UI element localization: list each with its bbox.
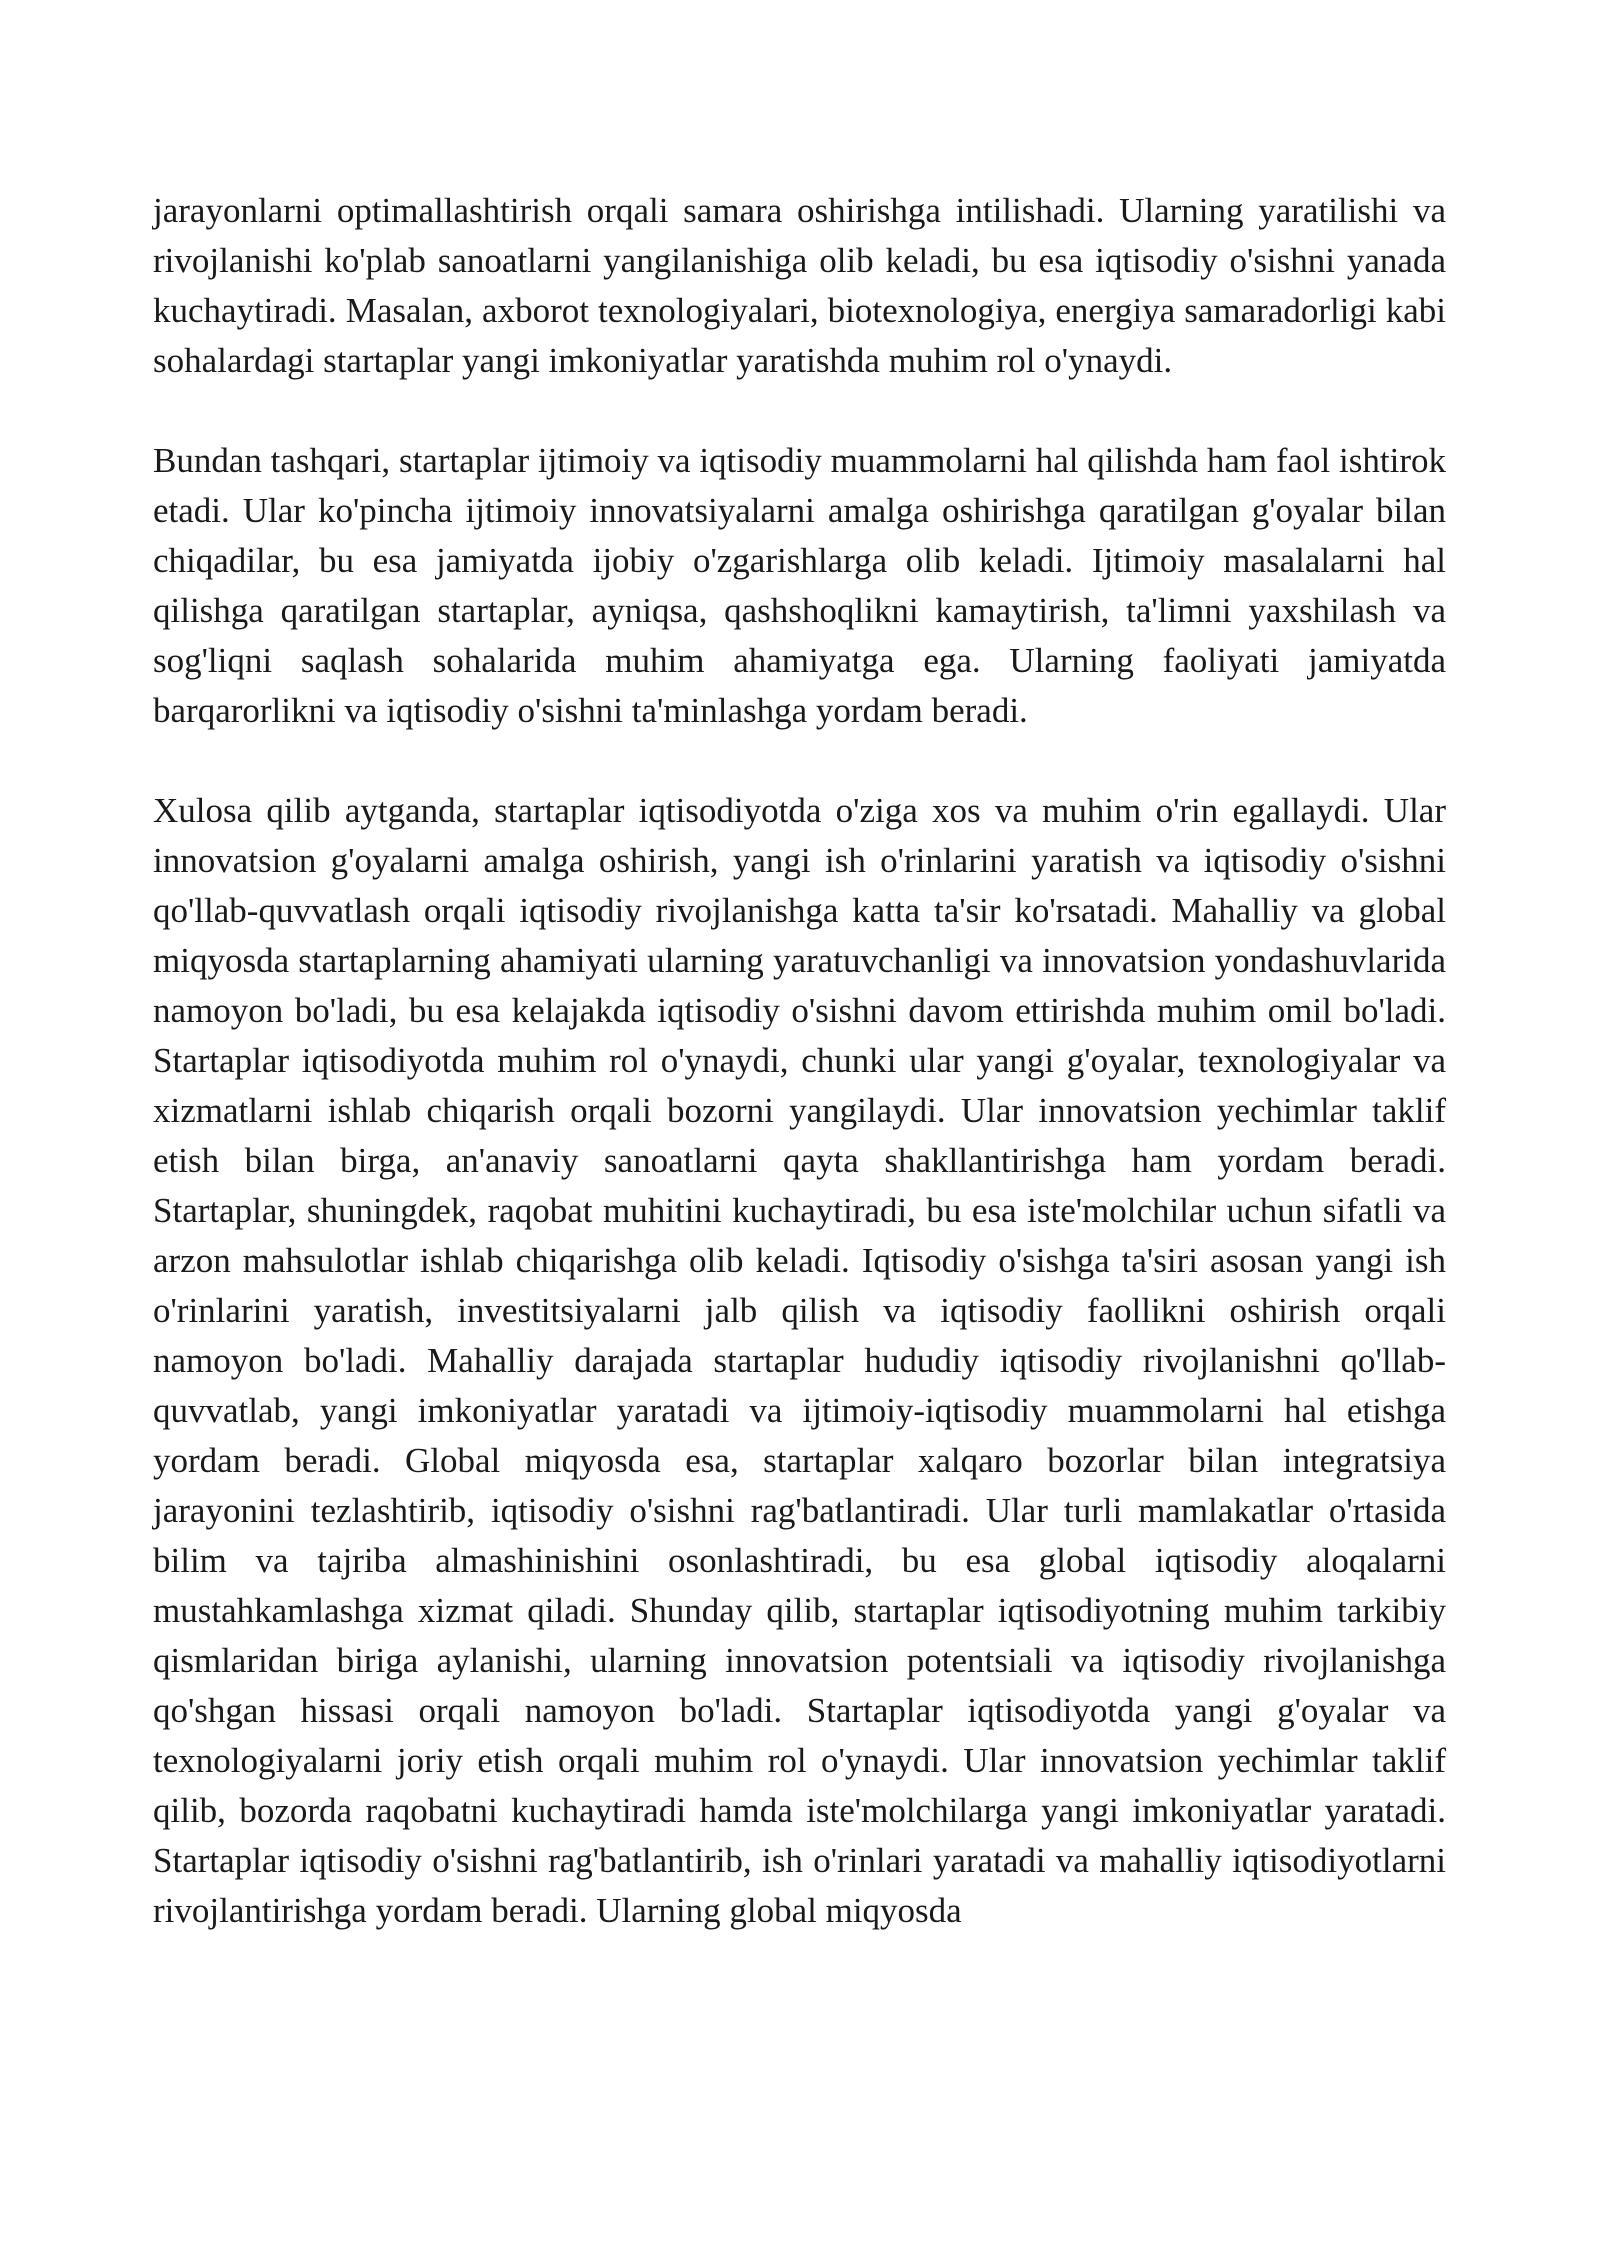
paragraph-2: Bundan tashqari, startaplar ijtimoiy va iqtisodiy muammolarni hal qilishda ham faol ishtirok etadi. Ular ko'pincha ijtimoiy innovatsiyalarni amalga oshirishga qaratilgan g'oyalar bilan chiqadilar, bu esa jamiyatda ijobiy o'zgarishlarga olib keladi. Ijtimoiy masalalarni hal qilishga qaratilgan startaplar, ayniqsa, qashshoqlikni kamaytirish, ta'limni yaxshilash va sog'liqni saqlash sohalarida muhim ahamiyatga ega. Ularning faoliyati jamiyatda barqarorlikni va iqtisodiy o'sishni ta'minlashga yordam beradi. [153,441,1446,730]
document-body [153,186,1446,1936]
paragraph-1: jarayonlarni optimallashtirish orqali samara oshirishga intilishadi. Ularning yaratilishi va rivojlanishi ko'plab sanoatlarni yangilanishiga olib keladi, bu esa iqtisodiy o'sishni yanada kuchaytiradi. Masalan, axborot texnologiyalari, biotexnologiya, energiya samaradorligi kabi sohalardagi startaplar yangi imkoniyatlar yaratishda muhim rol o'ynaydi. [153,191,1446,380]
paragraph-3: Xulosa qilib aytganda, startaplar iqtisodiyotda o'ziga xos va muhim o'rin egallaydi. Ular innovatsion g'oyalarni amalga oshirish, yangi ish o'rinlarini yaratish va iqtisodiy o'sishni qo'llab-quvvatlash orqali iqtisodiy rivojlanishga katta ta'sir ko'rsatadi. Mahalliy va global miqyosda startaplarning ahamiyati ularning yaratuvchanligi va innovatsion yondashuvlarida namoyon bo'ladi, bu esa kelajakda iqtisodiy o'sishni davom ettirishda muhim omil bo'ladi. Startaplar iqtisodiyotda muhim rol o'ynaydi, chunki ular yangi g'oyalar, texnologiyalar va xizmatlarni ishlab chiqarish orqali bozorni yangilaydi. Ular innovatsion yechimlar taklif etish bilan birga, an'anaviy sanoatlarni qayta shakllantirishga ham yordam beradi. Startaplar, shuningdek, raqobat muhitini kuchaytiradi, bu esa iste'molchilar uchun sifatli va arzon mahsulotlar ishlab chiqarishga olib keladi. Iqtisodiy o'sishga ta'siri asosan yangi ish o'rinlarini yaratish, investitsiyalarni jalb qilish va iqtisodiy faollikni oshirish orqali namoyon bo'ladi. Mahalliy darajada startaplar hududiy iqtisodiy rivojlanishni qo'llab-quvvatlab, yangi imkoniyatlar yaratadi va ijtimoiy-iqtisodiy muammolarni hal etishga yordam beradi. Global miqyosda esa, startaplar xalqaro bozorlar bilan integratsiya jarayonini tezlashtirib, iqtisodiy o'sishni rag'batlantiradi. Ular turli mamlakatlar o'rtasida bilim va tajriba almashinishini osonlashtiradi, bu esa global iqtisodiy aloqalarni mustahkamlashga xizmat qiladi. Shunday qilib, startaplar iqtisodiyotning muhim tarkibiy qismlaridan biriga aylanishi, ularning innovatsion potentsiali va iqtisodiy rivojlanishga qo'shgan hissasi orqali namoyon bo'ladi. Startaplar iqtisodiyotda yangi g'oyalar va texnologiyalarni joriy etish orqali muhim rol o'ynaydi. Ular innovatsion yechimlar taklif qilib, bozorda raqobatni kuchaytiradi hamda iste'molchilarga yangi imkoniyatlar yaratadi. Startaplar iqtisodiy o'sishni rag'batlantirib, ish o'rinlari yaratadi va mahalliy iqtisodiyotlarni rivojlantirishga yordam beradi. Ularning global miqyosda [153,791,1446,1930]
